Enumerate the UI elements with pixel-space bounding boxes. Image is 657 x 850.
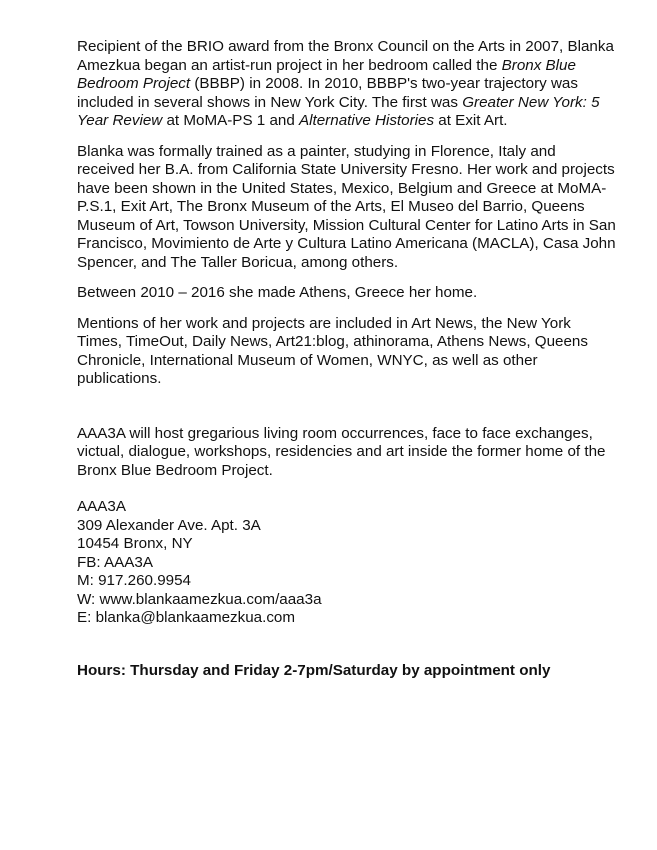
bio-paragraph-training: Blanka was formally trained as a painter, studying in Florence, Italy and received her B.A. from California State University Fresno. Her work and projects have been shown in the United States, Mexico, Belgium and Greece at MoMA-P.S.1, Exit Art, The Bronx Museum of the Arts, El Museo del Barrio, Queens Museum of Art, Towson University, Mission Cultural Center for Latino Arts in San Francisco, Movimiento de Arte y Cultura Latino Americana (MACLA), Casa John Spencer, and The Taller Boricua, among others. (77, 142, 616, 271)
bio-paragraph-press: Mentions of her work and projects are included in Art News, the New York Times, TimeOut, Daily News, Art21:blog, athinorama, Athens News, Queens Chronicle, International Museum of Women, WNYC, as well as other publications. (77, 314, 588, 387)
hours-line: Hours: Thursday and Friday 2-7pm/Saturday by appointment only (77, 661, 551, 679)
p1-text-c: (BBBP) in 2008. In 2010, BBBP's two-year trajectory was included in several shows in New York City. The first was (77, 75, 578, 111)
p1-text-a: Recipient of the BRIO award from the Bronx Council on the Arts in 2007, Blanka Amezkua began an artist-run project in her bedroom called the (77, 38, 614, 74)
show-title-greater-new-york: Greater New York: 5 Year Review (77, 93, 600, 129)
contact-city: 10454 Bronx, NY (77, 535, 193, 552)
contact-name: AAA3A (77, 498, 126, 515)
bio-paragraph-athens: Between 2010 – 2016 she made Athens, Greece her home. (77, 284, 478, 301)
aaa3a-description: AAA3A will host gregarious living room occurrences, face to face exchanges, victual, dialogue, workshops, residencies and art inside the former home of the Bronx Blue Bedroom Project. (77, 424, 606, 479)
project-title-italic: Bronx Blue Bedroom Project (77, 56, 576, 92)
contact-facebook: FB: AAA3A (77, 553, 153, 571)
contact-street: 309 Alexander Ave. Apt. 3A (77, 516, 261, 534)
contact-website: W: www.blankaamezkua.com/aaa3a (77, 590, 322, 608)
contact-phone: M: 917.260.9954 (77, 572, 191, 589)
bio-paragraph-award (77, 38, 617, 131)
p1-text-e: at MoMA-PS 1 and (162, 112, 300, 129)
contact-block (77, 498, 617, 628)
p1-text-g: at Exit Art. (434, 112, 508, 129)
contact-email: E: blanka@blankaamezkua.com (77, 609, 296, 626)
show-title-alternative-histories: Alternative Histories (299, 112, 435, 129)
